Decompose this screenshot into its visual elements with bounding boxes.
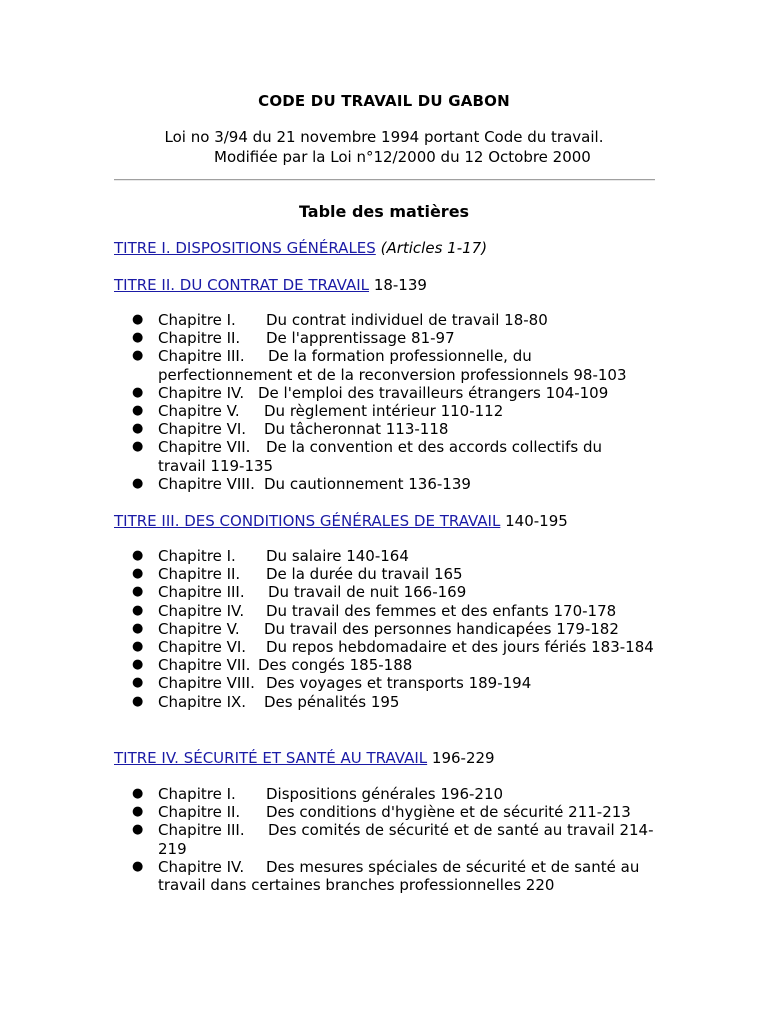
list-item (114, 420, 654, 438)
chapter-number: Chapitre V. (158, 619, 240, 638)
titre-1-link[interactable]: TITRE I. DISPOSITIONS GÉNÉRALES (114, 239, 376, 257)
bullet-icon: ● (132, 548, 144, 563)
document-title: CODE DU TRAVAIL DU GABON (258, 92, 510, 110)
chapter-number: Chapitre IV. (158, 857, 245, 876)
chapter-text: Des voyages et transports 189-194 (266, 674, 532, 693)
chapter-text: Des pénalités 195 (264, 692, 400, 711)
list-item (114, 402, 654, 420)
chapter-text: Du salaire 140-164 (266, 547, 409, 565)
bullet-icon: ● (132, 584, 144, 600)
titre-1-range: (Articles 1-17) (380, 239, 488, 257)
chapter-number: Chapitre II. (158, 329, 241, 348)
chapter-text: Du tâcheronnat 113-118 (264, 420, 449, 439)
list-item (114, 803, 654, 821)
list-item (114, 583, 654, 601)
document-amendment-note: Modifiée par la Loi n°12/2000 du 12 Octobre 2000 (214, 148, 591, 166)
chapter-text: Du contrat individuel de travail 18-80 (266, 311, 548, 329)
bullet-icon: ● (132, 312, 144, 327)
chapter-number: Chapitre V. (158, 402, 240, 421)
list-item (114, 674, 654, 692)
list-item (114, 347, 654, 383)
chapter-number: Chapitre IX. (158, 692, 247, 711)
chapter-text: Du travail de nuit 166-169 (268, 583, 467, 602)
titre-2-chapter-list (114, 311, 654, 493)
list-item (114, 475, 654, 493)
list-item (114, 547, 654, 565)
list-item (114, 602, 654, 620)
bullet-icon: ● (132, 786, 144, 801)
chapter-text: De la convention et des accords collectifs du travail 119-135 (158, 438, 602, 475)
toc-heading: Table des matières (298, 202, 470, 221)
chapter-number: Chapitre I. (158, 311, 236, 329)
titre-2-range: 18-139 (373, 276, 427, 294)
bullet-icon: ● (132, 421, 144, 437)
horizontal-rule (114, 179, 655, 181)
titre-2-link[interactable]: TITRE II. DU CONTRAT DE TRAVAIL (114, 276, 370, 294)
chapter-number: Chapitre VIII. (158, 474, 255, 493)
list-item (114, 311, 654, 329)
chapter-number: Chapitre VII. (158, 656, 251, 675)
list-item (114, 693, 654, 711)
titre-3-chapter-list (114, 547, 654, 711)
chapter-number: Chapitre II. (158, 565, 241, 584)
bullet-icon: ● (132, 566, 144, 582)
chapter-number: Chapitre III. (158, 583, 245, 602)
chapter-number: Chapitre II. (158, 803, 241, 822)
bullet-icon: ● (132, 330, 144, 346)
chapter-text: De l'apprentissage 81-97 (266, 329, 455, 348)
titre-3-range: 140-195 (505, 512, 568, 530)
list-item (114, 821, 654, 857)
bullet-icon: ● (132, 675, 144, 691)
titre-4 (114, 749, 495, 767)
chapter-number: Chapitre VIII. (158, 674, 255, 693)
chapter-number: Chapitre III. (158, 347, 245, 366)
chapter-text: Dispositions générales 196-210 (266, 785, 504, 803)
bullet-icon: ● (132, 384, 144, 400)
bullet-icon: ● (132, 403, 144, 419)
chapter-text: Du travail des personnes handicapées 179-182 (264, 619, 619, 638)
bullet-icon: ● (132, 639, 144, 655)
chapter-text: Du cautionnement 136-139 (264, 474, 471, 493)
chapter-number: Chapitre I. (158, 547, 236, 565)
titre-1 (114, 239, 487, 257)
list-item (114, 656, 654, 674)
chapter-number: Chapitre IV. (158, 601, 245, 620)
titre-4-range: 196-229 (431, 749, 495, 767)
chapter-number: Chapitre VI. (158, 420, 247, 439)
chapter-text: Du travail des femmes et des enfants 170-178 (266, 601, 617, 620)
chapter-text: Du règlement intérieur 110-112 (264, 402, 504, 421)
list-item (114, 858, 654, 894)
bullet-icon: ● (132, 693, 144, 709)
list-item (114, 785, 654, 803)
bullet-icon: ● (132, 475, 144, 491)
chapter-number: Chapitre IV. (158, 383, 245, 402)
chapter-text: De la formation professionnelle, du perfectionnement et de la reconversion professionnels 98-103 (158, 347, 627, 384)
bullet-icon: ● (132, 858, 144, 874)
chapter-number: Chapitre VII. (158, 438, 251, 457)
bullet-icon: ● (132, 804, 144, 820)
bullet-icon: ● (132, 620, 144, 636)
chapter-text: Des mesures spéciales de sécurité et de santé au travail dans certaines branches professionnelles 220 (158, 857, 640, 895)
chapter-text: De l'emploi des travailleurs étrangers 104-109 (258, 383, 609, 402)
bullet-icon: ● (132, 822, 144, 838)
bullet-icon: ● (132, 602, 144, 618)
bullet-icon: ● (132, 348, 144, 364)
titre-3 (114, 512, 568, 530)
list-item (114, 384, 654, 402)
titre-3-link[interactable]: TITRE III. DES CONDITIONS GÉNÉRALES DE TRAVAIL (114, 512, 501, 530)
bullet-icon: ● (132, 439, 144, 455)
chapter-text: Des comités de sécurité et de santé au travail 214-219 (158, 821, 654, 858)
chapter-text: Du repos hebdomadaire et des jours fériés 183-184 (266, 638, 654, 657)
chapter-number: Chapitre III. (158, 821, 245, 840)
chapter-number: Chapitre I. (158, 785, 236, 803)
document-subtitle: Loi no 3/94 du 21 novembre 1994 portant Code du travail. (164, 128, 604, 146)
titre-4-chapter-list (114, 785, 654, 894)
list-item (114, 620, 654, 638)
titre-4-link[interactable]: TITRE IV. SÉCURITÉ ET SANTÉ AU TRAVAIL (114, 749, 428, 767)
list-item (114, 565, 654, 583)
chapter-text: Des conditions d'hygiène et de sécurité 211-213 (266, 803, 631, 822)
chapter-number: Chapitre VI. (158, 638, 247, 657)
chapter-text: Des congés 185-188 (258, 656, 413, 675)
bullet-icon: ● (132, 657, 144, 673)
list-item (114, 638, 654, 656)
list-item (114, 329, 654, 347)
titre-2 (114, 276, 427, 294)
list-item (114, 438, 654, 474)
chapter-text: De la durée du travail 165 (266, 565, 463, 584)
